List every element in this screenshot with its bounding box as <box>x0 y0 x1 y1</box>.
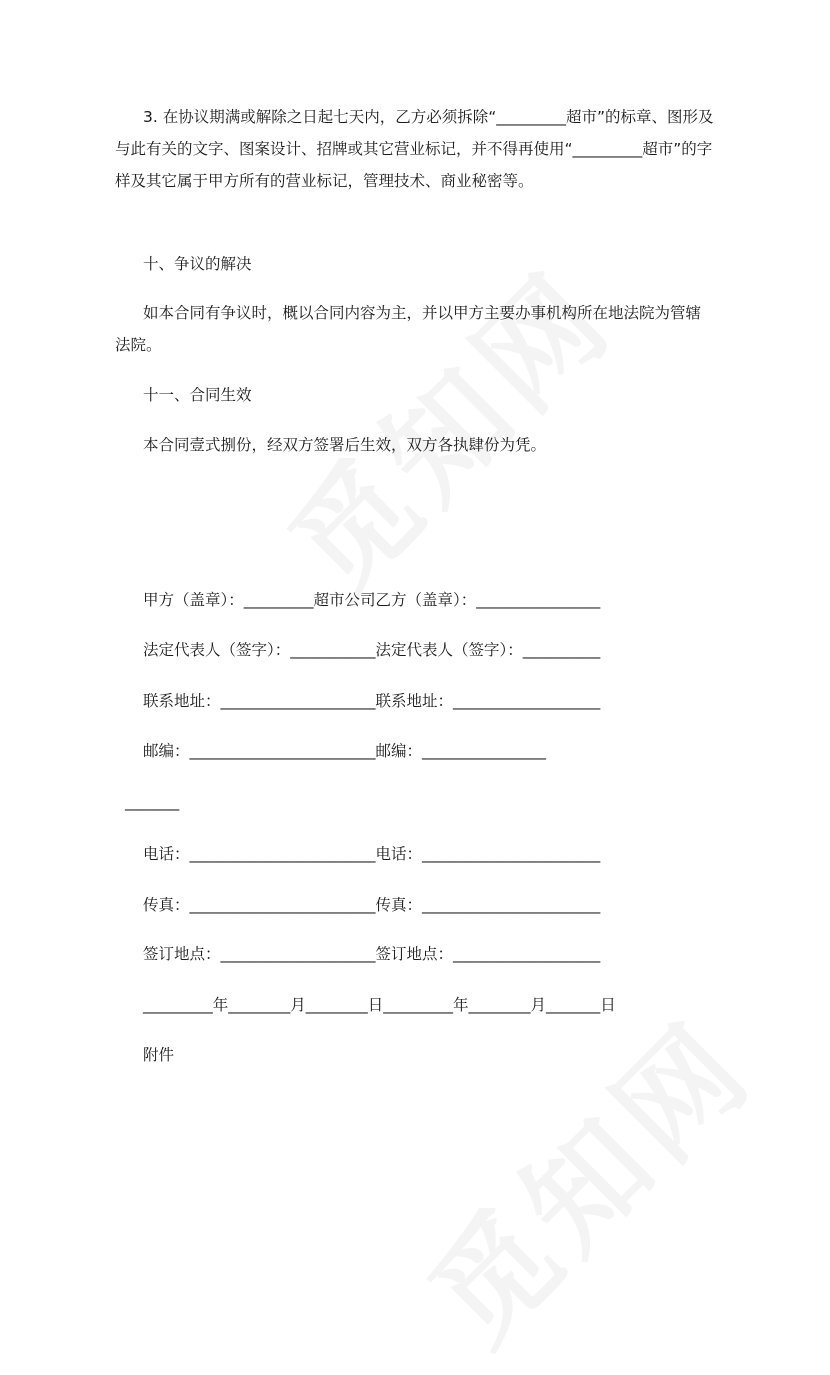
signing-place-line: 签订地点：____________________签订地点：___________________ <box>143 945 601 963</box>
phone-line: 电话：________________________电话：_______________________ <box>143 845 601 863</box>
postcode-overflow-line: _______ <box>125 793 180 811</box>
section-11-heading: 十一、合同生效 <box>143 386 252 404</box>
seal-line: 甲方（盖章）：_________超市公司乙方（盖章）：________________ <box>143 591 601 609</box>
address-line: 联系地址：____________________联系地址：___________________ <box>143 692 601 710</box>
section-10-heading: 十、争议的解决 <box>143 255 252 273</box>
date-line: _________年________月________日_________年________月_______日 <box>143 996 616 1014</box>
watermark <box>246 227 643 624</box>
postcode-line: 邮编：________________________邮编：________________ <box>143 742 547 760</box>
clause-3-paragraph: 3. 在协议期满或解除之日起七天内，乙方必须拆除“_________超市”的标章、图形及与此有关的文字、图案设计、招牌或其它营业标记，并不得再使用“_________超市”的字样及其它属于甲方所有的营业标记，管理技术、商业秘密等。 <box>115 108 714 190</box>
representative-line: 法定代表人（签字）：___________法定代表人（签字）：__________ <box>143 641 601 659</box>
section-10-body: 如本合同有争议时，概以合同内容为主，并以甲方主要办事机构所在地法院为管辖法院。 <box>115 304 702 354</box>
attachment-heading: 附件 <box>143 1046 175 1064</box>
section-11-body: 本合同壹式捌份，经双方签署后生效，双方各执肆份为凭。 <box>143 436 547 454</box>
fax-line: 传真：________________________传真：_______________________ <box>143 896 601 914</box>
watermark <box>386 977 783 1374</box>
